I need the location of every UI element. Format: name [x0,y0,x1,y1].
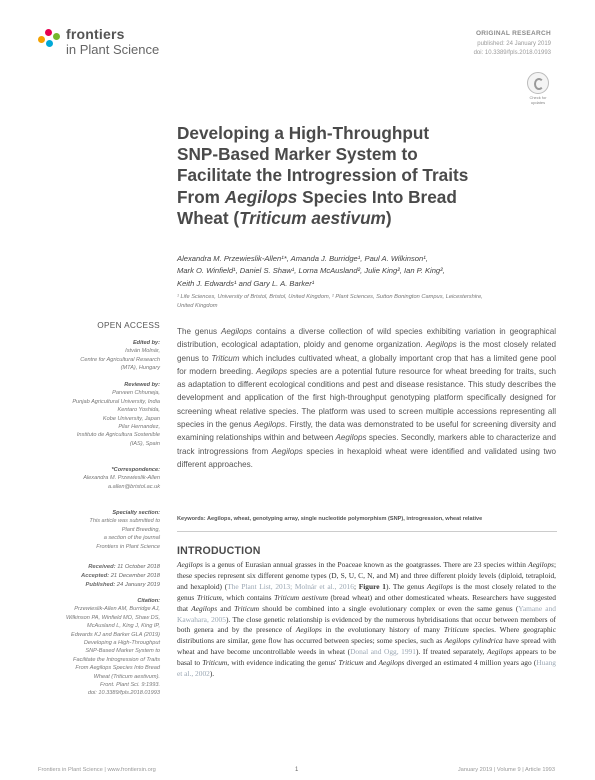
citation-link[interactable]: Huang et al., 2002 [177,658,557,679]
italic-term: Triticum [338,658,364,668]
citation-label: Citation: [137,598,160,604]
footer-journal-link[interactable]: Frontiers in Plant Science | www.frontiersin.org [38,767,156,773]
italic-term: Aegilops [295,625,322,635]
page-number: 1 [295,767,299,773]
italic-term: Aegilops [378,658,405,668]
specialty-label: Specialty section: [112,510,160,516]
article-title [177,123,557,229]
abstract: The genus Aegilops contains a diverse collection of wild species exhibiting variation in geographical distribution, ecological adaptation, ploidy and genome organization. Aegilops is the most closely related genus to Triticum which includes cultivated wheat, a globally important crop that has a limited gene pool for modern breeding. Aegilops species are a potential future resource for wheat breeding for traits, such as adaptation to different ecological conditions and pest and disease resistance. This study describes the development and application of the first high-throughput genotyping platform specifically designed for screening wheat relative species. The platform was used to screen multiple accessions representing all species in the genus Aegilops. Firstly, the data was demonstrated to be useful for screening diversity and examining relationships within and between Aegilops species. Secondly, markers able to characterize and track introgressions from Aegilops species in hexaploid wheat were identified and validated using two different approaches. [177,327,557,469]
citation-line: Wheat (Triticum aestivum). [93,673,160,680]
italic-term: Aegilops [528,560,554,569]
introduction-heading: INTRODUCTION [177,545,261,557]
footer-issue-info: January 2019 | Volume 9 | Article 1993 [457,767,555,773]
specialty-line: Plant Breeding, [121,526,160,533]
body-text-segment: ; [353,581,359,591]
article-dates [40,563,160,589]
italic-term: Aegilops [427,581,453,591]
citation-line: Przewieslik-Allen AM, Burridge AJ, [74,606,160,613]
citation-line: Front. Plant Sci. 9:1993. [99,682,160,689]
corresponding-email-link[interactable]: a.allen@bristol.ac.uk [107,483,160,490]
citation-line: Facilitate the Introgression of Traits [73,656,160,663]
reviewer-affiliation: Instituto de Agricultura Sostenible [76,432,160,439]
check-updates-label: Check for updates [529,95,547,105]
italic-term: Aegilops [177,560,203,569]
title-line: Facilitate the Introgression of Traits [177,165,469,186]
reviewer-name[interactable]: Kentaro Yoshida, [117,407,160,414]
body-text-segment: appears to be basal to [177,647,556,668]
logo-wordmark: frontiers [66,26,125,42]
received-date: Received: 11 October 2018 [88,564,160,570]
body-text-segment: ). If treated separately, [415,647,488,657]
body-text-segment: , which contains [221,592,275,602]
edited-by-label: Edited by: [132,340,160,346]
italic-term: Triticum [443,625,469,635]
keywords-text: Aegilops, wheat, genotyping array, single nucleotide polymorphism (SNP), introgression, wheat relative [206,516,483,522]
body-text-segment: ). The genus [385,581,427,591]
body-text-segment: diverged an estimated 4 million years ago ( [404,658,537,668]
correspondence [40,466,160,491]
citation-line: Developing a High-Throughput [83,640,160,647]
frontiers-logo-icon [38,26,64,52]
edited-by [40,339,160,373]
citation-link[interactable]: Yamane and Kawahara, 2005 [177,603,556,624]
body-text-segment: (bread wheat) and other domesticated wheats. Researchers have suggested that [177,592,557,613]
correspondence-label: *Correspondence: [111,467,160,473]
reviewer-affiliation: (IAS), Spain [129,440,160,447]
citation-line: McAusland L, King J, King IP, [87,623,160,630]
affiliation-line: ¹ Life Sciences, University of Bristol, Bristol, United Kingdom, ² Plant Sciences, Sutton Bonington Campus, Leicestershire, [177,294,483,300]
author-line[interactable]: Alexandra M. Przewieslik-Allen¹*, Amanda J. Burridge¹, Paul A. Wilkinson¹, [177,254,428,263]
check-for-updates-button[interactable] [526,72,550,105]
specialty-line: a section of the journal [103,535,160,542]
reviewed-by-label: Reviewed by: [124,382,160,388]
logo-journal-name: in Plant Science [66,42,160,57]
body-text-segment: ; these species represent six different genome types (D, S, U, C, N, and M) and three different ploidy levels (diploid, tetraploid, and hexaploid) ( [177,560,556,591]
citation-line: Wilkinson PA, Winfield MO, Shaw DS, [66,614,160,621]
body-text-segment: species. Where geographic distributions are similar, gene flow has occurred between species; some species, such as [177,625,557,646]
title-line: From Aegilops Species Into Bread [177,186,457,207]
corresponding-author: Alexandra M. Przewieslik-Allen [83,475,160,482]
doi-link[interactable]: doi: 10.3389/fpls.2018.01993 [473,50,551,56]
italic-term: Aegilops [191,603,218,613]
frontiers-logo[interactable] [38,24,178,74]
body-text-segment: ). The close genetic relationship is evidenced by the numerous hybridisations that occur between members of both genera and by the presence of [177,614,556,635]
citation-doi-link[interactable]: doi: 10.3389/fpls.2018.01993 [87,690,160,697]
open-access-label: OPEN ACCESS [97,320,160,330]
citation-line: From Aegilops Species Into Bread [75,665,160,672]
published-date: published: 24 January 2019 [477,41,551,47]
citation-link[interactable]: Donal and Ogg, 1991 [350,647,416,657]
citation-line: Edwards KJ and Barker GLA (2019) [70,631,160,638]
italic-term: Triticum [234,603,260,613]
title-line: SNP-Based Marker System to [177,144,418,165]
citation-link[interactable]: The Plant List, 2013; Molnár et al., 2016 [227,581,354,591]
citation [40,597,160,698]
specialty-line: Frontiers in Plant Science [96,543,160,550]
section-divider [177,531,557,532]
body-text-segment: in the evolutionary history of many [321,625,444,635]
published-date-sidebar: Published: 24 January 2019 [85,581,160,588]
keywords-label: Keywords: [177,516,207,522]
citation-line: SNP-Based Marker System to [85,648,160,655]
reviewed-by [40,381,160,448]
keywords [177,515,556,523]
body-text-segment: and [217,603,235,613]
specialty-section [40,509,160,551]
body-text-segment: and [363,658,379,668]
italic-term: Triticum [202,658,228,668]
author-list[interactable] [177,253,562,290]
affiliations [177,293,562,311]
reviewer-affiliation: Punjab Agricultural University, India [72,398,160,405]
italic-term: Triticum aestivum [274,592,328,602]
figure-link[interactable]: Figure 1 [358,581,386,591]
reviewer-name[interactable]: Parveen Chhuneja, [112,390,160,397]
accepted-date: Accepted: 21 December 2018 [81,572,160,579]
reviewer-name[interactable]: Pilar Hernandez, [118,424,160,431]
italic-term: Aegilops [487,647,513,657]
title-line: Developing a High-Throughput [177,123,430,143]
italic-term: Triticum [196,592,222,602]
author-line[interactable]: Mark O. Winfield¹, Daniel S. Shaw¹, Lorna McAusland², Julie King², Ian P. King², [177,266,445,276]
body-text-segment: should be combined into a single evolutionary complex or even the same genus ( [259,603,519,613]
editor-affiliation: (MTA), Hungary [120,365,160,372]
editor-name[interactable]: István Molnár, [125,348,160,355]
affiliation-line: United Kingdom [177,303,218,310]
body-text-segment: ). [209,669,215,679]
editor-affiliation: Centre for Agricultural Research [80,356,160,363]
body-text-segment: , with evidence indicating the genus' [227,658,339,668]
title-line: Wheat (Triticum aestivum) [177,207,392,228]
article-type: ORIGINAL RESEARCH [475,30,551,37]
refresh-icon [527,72,549,94]
specialty-line: This article was submitted to [89,518,160,525]
body-text-segment: is the most closely related to the genus [177,581,557,602]
author-line[interactable]: Keith J. Edwards¹ and Gary L. A. Barker¹ [177,278,315,288]
reviewer-affiliation: Kobe University, Japan [102,415,160,422]
italic-term: Aegilops cylindrica [444,636,503,646]
body-text-segment: is a genus of Eurasian annual grasses in the Poaceae known as the goatgrasses. There are 23 species within [202,560,529,569]
introduction-paragraph [177,560,556,680]
body-text-segment: have spread with wheat and have become uncontrollable weeds in wheat ( [177,636,556,657]
